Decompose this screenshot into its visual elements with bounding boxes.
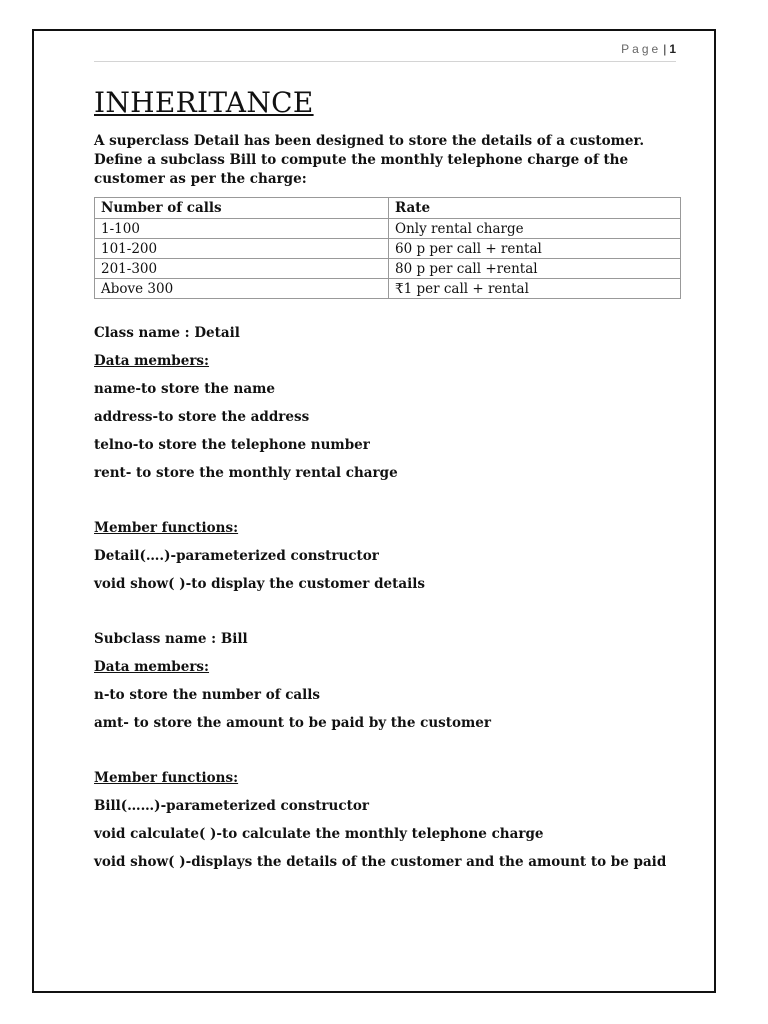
calls-cell: 1-100 [95,219,389,239]
bill-member-function: Bill(……)-parameterized constructor [94,798,369,814]
detail-data-member: address-to store the address [94,409,310,425]
detail-data-member: rent- to store the monthly rental charge [94,465,398,481]
bill-class-name: Subclass name : Bill [94,631,248,647]
detail-member-function: Detail(….)-parameterized constructor [94,548,379,564]
bill-member-function: void show( )-displays the details of the customer and the amount to be paid [94,854,667,870]
document-title: INHERITANCE [94,86,314,119]
detail-class-name: Class name : Detail [94,325,240,341]
calls-cell: 201-300 [95,259,389,279]
rate-table [94,197,681,299]
table-header-row [95,198,681,219]
page-number: 1 [669,42,676,56]
detail-member-function: void show( )-to display the customer details [94,576,425,592]
table-row [95,259,681,279]
page-separator: | [663,42,667,56]
bill-member-function: void calculate( )-to calculate the monthly telephone charge [94,826,544,842]
calls-cell: 101-200 [95,239,389,259]
table-row [95,279,681,299]
rate-cell: 60 p per call + rental [389,239,681,259]
bill-data-members-heading: Data members: [94,659,210,675]
bill-data-member: n-to store the number of calls [94,687,321,703]
page-header [94,42,676,62]
rate-cell: ₹1 per call + rental [389,279,681,299]
header-number-of-calls: Number of calls [95,198,389,219]
table-row [95,219,681,239]
rate-cell: Only rental charge [389,219,681,239]
detail-data-member: telno-to store the telephone number [94,437,370,453]
detail-data-members-heading: Data members: [94,353,210,369]
detail-member-functions-heading: Member functions: [94,520,239,536]
header-rate: Rate [389,198,681,219]
calls-cell: Above 300 [95,279,389,299]
bill-data-member: amt- to store the amount to be paid by the customer [94,715,492,731]
table-row [95,239,681,259]
detail-data-member: name-to store the name [94,381,275,397]
page-label: Page [621,42,662,56]
rate-cell: 80 p per call +rental [389,259,681,279]
intro-paragraph: A superclass Detail has been designed to store the details of a customer. Define a subclass Bill to compute the monthly telephone charge of the customer as per the charge: [94,133,645,187]
bill-member-functions-heading: Member functions: [94,770,239,786]
